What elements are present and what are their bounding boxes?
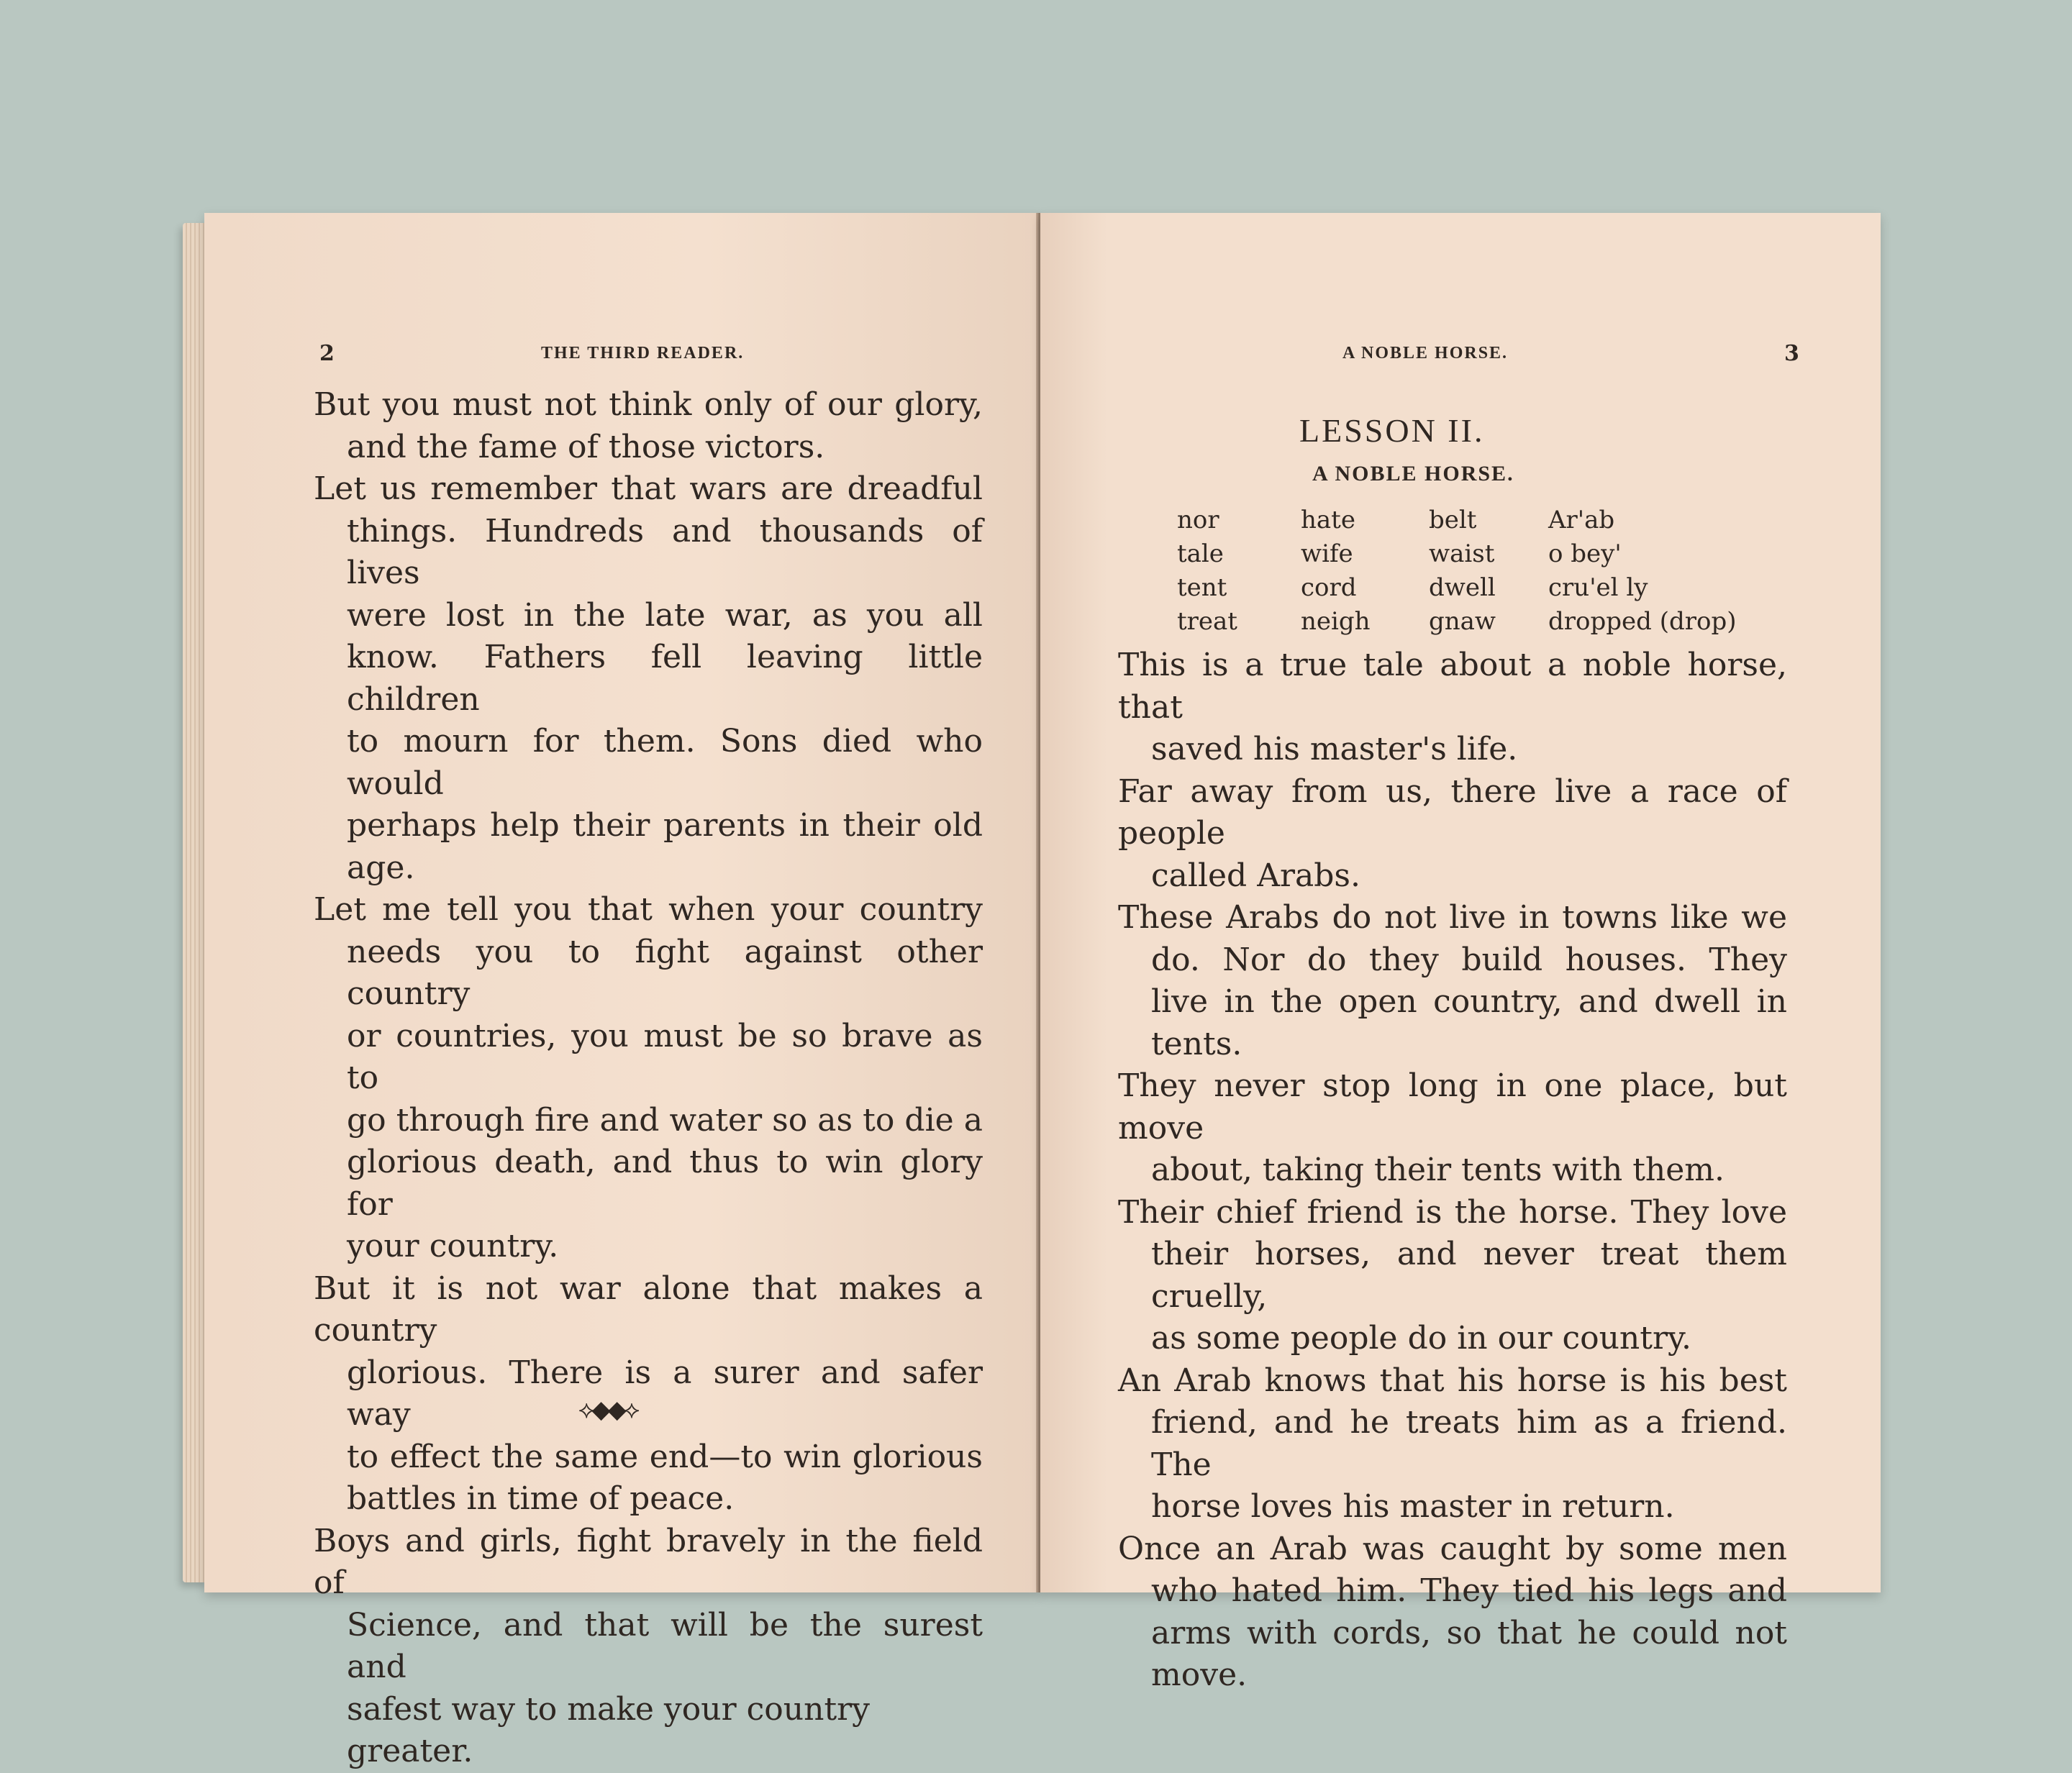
vocab-word: gnaw	[1429, 607, 1496, 636]
text-line: to mourn for them. Sons died who would	[347, 723, 983, 802]
paragraph	[314, 1268, 983, 1521]
text-line: as some people do in our country.	[1151, 1320, 1691, 1357]
ornament-divider: ⟡◆◆⟡	[578, 1395, 637, 1424]
vocab-word: hate	[1301, 506, 1355, 534]
lesson-subtitle: A NOBLE HORSE.	[1312, 462, 1514, 486]
text-line: horse loves his master in return.	[1151, 1488, 1675, 1525]
text-line: your country.	[347, 1228, 559, 1264]
vocab-column	[1177, 503, 1237, 639]
text-line: friend, and he treats him as a friend. The	[1151, 1404, 1787, 1483]
paragraph	[314, 889, 983, 1268]
lesson-title: LESSON II.	[1299, 412, 1485, 449]
text-line: needs you to fight against other country	[347, 933, 983, 1012]
text-line: called Arabs.	[1151, 857, 1360, 894]
text-line: These Arabs do not live in towns like we	[1118, 899, 1787, 936]
vocab-word: belt	[1429, 506, 1477, 534]
page-number-right: 3	[1784, 341, 1799, 366]
text-line: Boys and girls, fight bravely in the field of	[314, 1522, 983, 1601]
text-line: Science, and that will be the surest and	[347, 1606, 983, 1685]
text-line: glorious death, and thus to win glory for	[347, 1144, 983, 1223]
vocab-word: wife	[1301, 539, 1353, 568]
text-line: But you must not think only of our glory,	[314, 386, 983, 423]
text-line: age.	[347, 849, 415, 886]
text-line: their horses, and never treat them cruelly,	[1151, 1236, 1787, 1315]
page-number-left: 2	[319, 341, 335, 366]
text-line: or countries, you must be so brave as to	[347, 1017, 983, 1096]
running-head-right: A NOBLE HORSE.	[1342, 344, 1509, 363]
paragraph	[1118, 771, 1787, 898]
text-line: But it is not war alone that makes a country	[314, 1270, 983, 1349]
text-line: glorious. There is a surer and safer way	[347, 1354, 983, 1433]
text-line: do. Nor do they build houses. They	[1151, 941, 1787, 978]
paragraph	[1118, 1065, 1787, 1192]
right-page	[1040, 213, 1881, 1693]
text-line: who hated him. They tied his legs and	[1151, 1572, 1787, 1609]
left-page	[204, 213, 1040, 1769]
vocab-column	[1429, 503, 1496, 639]
vocab-word: Ar'ab	[1548, 506, 1615, 534]
text-line: tents.	[1151, 1025, 1242, 1062]
text-line: know. Fathers fell leaving little children	[347, 639, 983, 718]
open-book	[183, 213, 1881, 1769]
running-head-left: THE THIRD READER.	[541, 344, 745, 363]
text-line: Far away from us, there live a race of people	[1118, 772, 1787, 852]
text-line: An Arab knows that his horse is his best	[1118, 1362, 1787, 1399]
vocab-word: o bey'	[1548, 539, 1622, 568]
paragraph	[314, 384, 983, 468]
text-line: and the fame of those victors.	[347, 428, 825, 465]
vocab-word: tale	[1177, 539, 1224, 568]
text-line: saved his master's life.	[1151, 731, 1518, 767]
text-line: battles in time of peace.	[347, 1480, 735, 1517]
text-line: Let us remember that wars are dreadful	[314, 470, 983, 507]
vocab-word: cru'el ly	[1548, 573, 1648, 602]
text-line: arms with cords, so that he could not	[1151, 1614, 1787, 1651]
text-line: safest way to make your country greater.	[347, 1690, 871, 1769]
vocab-word: waist	[1429, 539, 1495, 568]
text-line: Their chief friend is the horse. They love	[1118, 1193, 1787, 1231]
vocab-word: treat	[1177, 607, 1237, 636]
left-page-body	[314, 384, 983, 1773]
paragraph	[314, 468, 983, 889]
paragraph	[1118, 1528, 1787, 1697]
vocab-column	[1301, 503, 1371, 639]
text-line: Let me tell you that when your country	[314, 891, 983, 928]
paragraph	[1118, 1192, 1787, 1360]
text-line: This is a true tale about a noble horse, that	[1118, 647, 1787, 726]
paragraph	[1118, 897, 1787, 1065]
paragraph	[1118, 644, 1787, 771]
paragraph	[1118, 1360, 1787, 1528]
paragraph	[314, 1521, 983, 1773]
vocab-word: dropped (drop)	[1548, 607, 1737, 636]
text-line: perhaps help their parents in their old	[347, 807, 983, 844]
vocab-word: neigh	[1301, 607, 1371, 636]
text-line: Once an Arab was caught by some men	[1118, 1530, 1787, 1567]
vocab-word: dwell	[1429, 573, 1496, 602]
right-page-body	[1118, 644, 1787, 1697]
text-line: were lost in the late war, as you all	[347, 596, 983, 634]
text-line: live in the open country, and dwell in	[1151, 983, 1787, 1020]
vocab-column	[1548, 503, 1737, 639]
text-line: to effect the same end—to win glorious	[347, 1438, 983, 1475]
text-line: move.	[1151, 1656, 1248, 1693]
text-line: They never stop long in one place, but move	[1118, 1067, 1787, 1147]
vocab-word: cord	[1301, 573, 1357, 602]
text-line: go through fire and water so as to die a	[347, 1101, 983, 1139]
text-line: things. Hundreds and thousands of lives	[347, 512, 983, 591]
text-line: about, taking their tents with them.	[1151, 1152, 1725, 1188]
vocab-word: tent	[1177, 573, 1227, 602]
vocab-word: nor	[1177, 506, 1219, 534]
